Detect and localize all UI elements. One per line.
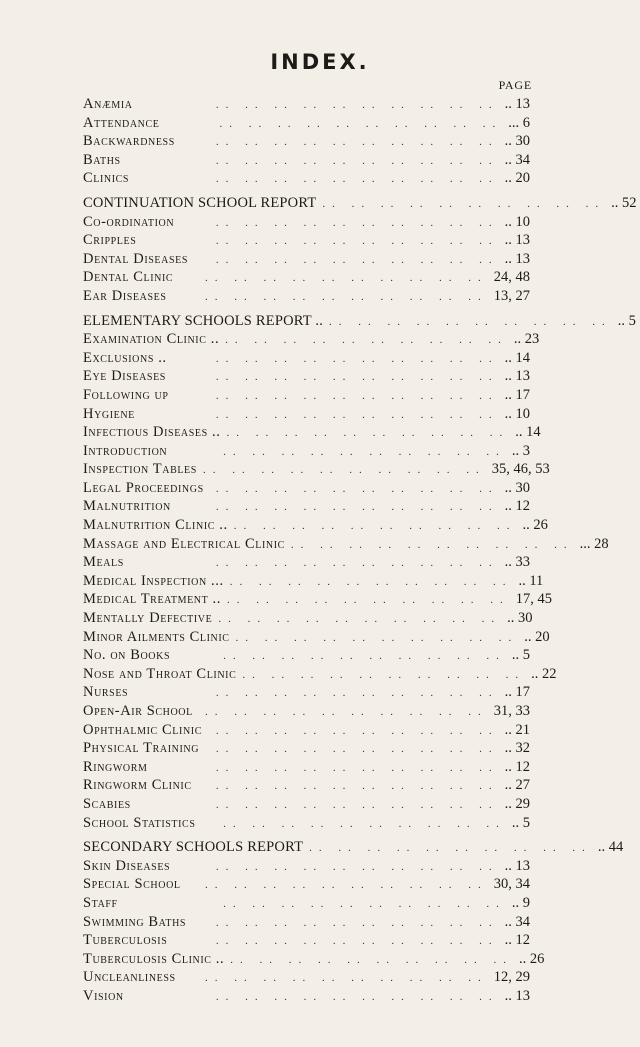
index-entry [83,114,530,133]
index-entry [83,231,530,250]
leader-dots: .. .. .. .. .. .. .. .. .. .. [215,216,499,229]
index-entry [83,497,530,516]
entry-page: .. 14 [504,349,530,366]
leader-dots: .. .. .. .. .. .. .. .. .. .. [205,272,488,285]
entry-page: .. 34 [504,913,530,930]
index-entry [83,386,530,405]
index-entry [83,553,530,572]
entry-label: Following up [83,386,169,403]
entry-label: Meals [83,554,124,571]
entry-page: .. 13 [504,987,530,1004]
entry-label: Backwardness [83,133,175,150]
entry-page: .. 30 [504,479,530,496]
entry-page: 30, 34 [493,876,530,893]
entry-page: ... 6 [508,114,530,131]
leader-dots: .. .. .. .. .. .. .. .. .. .. [215,724,499,737]
entry-page: .. 29 [504,795,530,812]
entry-page: .. 20 [524,628,550,645]
leader-dots: .. .. .. .. .. .. .. .. .. .. [226,594,510,607]
entry-page: .. 14 [515,424,541,441]
entry-page: .. 30 [507,610,533,627]
index-entry [83,665,557,684]
entry-page: .. 20 [504,170,530,187]
entry-page: .. 34 [504,151,530,168]
index-entry [83,405,530,424]
index-entry [83,151,530,170]
index-entry [83,628,550,647]
leader-dots: .. .. .. .. .. .. .. .. .. .. [219,117,503,130]
entry-page: .. 26 [518,950,545,967]
entry-label: Tuberculosis [83,932,168,949]
entry-page: 31, 33 [493,703,530,719]
entry-page: .. 13 [504,232,530,249]
entry-label: Vision [83,987,124,1004]
leader-dots: .. .. .. .. .. .. .. .. .. .. [223,445,506,458]
entry-label: Anæmia [83,96,133,112]
leader-dots: .. .. .. .. .. .. .. .. .. .. [215,798,499,811]
index-entry [83,987,530,1006]
index-entry [83,931,530,950]
entry-label: Open-Air School [83,703,193,719]
leader-dots: .. .. .. .. .. .. .. .. .. .. [215,743,499,756]
entry-label: Nose and Throat Clinic [83,665,237,682]
leader-dots: .. .. .. .. .. .. .. .. .. .. [322,197,606,210]
entry-label: Medical Inspection ... [83,572,224,589]
leader-dots: .. .. .. .. .. .. .. .. .. .. [233,520,517,533]
leader-dots: .. .. .. .. .. .. .. .. .. .. [215,371,499,384]
index-list [83,95,637,1006]
index-entry [83,758,530,777]
entry-page: .. 52 [611,194,637,211]
index-entry [83,349,530,368]
entry-page: .. 26 [522,517,548,534]
entry-page: .. 13 [504,96,530,112]
entry-label: Attendance [83,114,160,131]
leader-dots: .. .. .. .. .. .. .. .. .. .. [290,538,574,551]
index-entry [83,721,530,740]
leader-dots: .. .. .. .. .. .. .. .. .. .. [223,817,506,830]
entry-page: .. 10 [504,213,530,230]
entry-label: Ringworm Clinic [83,777,192,794]
entry-label: Dental Clinic [83,269,174,286]
entry-label: Skin Diseases [83,857,171,874]
entry-label: Examination Clinic .. [83,331,220,348]
leader-dots: .. .. .. .. .. .. .. .. .. .. [215,860,499,873]
entry-label: Baths [83,151,121,168]
entry-label: Mentally Defective [83,610,213,627]
leader-dots: .. .. .. .. .. .. .. .. .. .. [242,668,526,681]
index-entry [83,683,530,702]
entry-page: .. 9 [511,894,530,911]
entry-page: 24, 48 [493,269,530,286]
entry-label: Co-ordination [83,213,175,230]
index-entry [83,268,530,287]
index-entry [83,287,530,306]
entry-page: 17, 45 [515,591,552,608]
index-entry [83,367,530,386]
leader-dots: .. .. .. .. .. .. .. .. .. .. [215,482,499,495]
leader-dots: .. .. .. .. .. .. .. .. .. .. [215,173,499,186]
leader-dots: .. .. .. .. .. .. .. .. .. .. [215,99,499,111]
index-entry [83,739,530,758]
leader-dots: .. .. .. .. .. .. .. .. .. .. [309,842,592,855]
index-entry [83,442,530,461]
entry-label: Ringworm [83,758,148,775]
entry-page: .. 5 [617,312,636,329]
leader-dots: .. .. .. .. .. .. .. .. .. .. [215,557,499,570]
entry-page: .. 44 [597,839,624,856]
index-entry [83,646,530,665]
index-entry [83,330,540,349]
entry-label: SECONDARY SCHOOLS REPORT [83,839,304,856]
entry-page: .. 12 [504,498,530,515]
leader-dots: .. .. .. .. .. .. .. .. .. .. [229,575,513,588]
entry-label: Exclusions .. [83,349,167,366]
entry-label: CONTINUATION SCHOOL REPORT [83,194,317,211]
index-entry [83,423,541,442]
entry-label: Swimming Baths [83,913,187,930]
entry-page: .. 17 [504,684,530,701]
page-title: INDEX. [270,50,370,74]
leader-dots: .. .. .. .. .. .. .. .. .. .. [225,334,508,347]
entry-page: .. 22 [531,665,557,682]
entry-label: Minor Ailments Clinic [83,628,230,645]
entry-page: .. 10 [504,405,530,422]
leader-dots: .. .. .. .. .. .. .. .. .. .. [226,427,510,440]
entry-label: Cripples [83,232,137,249]
entry-page: .. 12 [504,758,530,775]
leader-dots: .. .. .. .. .. .. .. .. .. .. [202,464,486,477]
entry-label: School Statistics [83,814,196,831]
entry-label: Hygiene [83,405,135,422]
leader-dots: .. .. .. .. .. .. .. .. .. .. [230,953,513,966]
index-entry [83,857,530,876]
entry-label: Medical Treatment .. [83,591,221,608]
entry-page: .. 17 [504,386,530,403]
index-entry [83,875,530,894]
leader-dots: .. .. .. .. .. .. .. .. .. .. [215,761,499,774]
leader-dots: .. .. .. .. .. .. .. .. .. .. [329,315,612,328]
entry-page: .. 13 [504,368,530,385]
index-entry [83,913,530,932]
entry-label: Inspection Tables [83,461,197,478]
entry-label: Malnutrition Clinic .. [83,517,228,534]
index-entry [83,968,530,987]
entry-page: 12, 29 [493,969,530,986]
entry-page: ... 28 [579,535,609,552]
index-entry [83,516,548,535]
leader-dots: .. .. .. .. .. .. .. .. .. .. [215,990,499,1003]
entry-label: Infectious Diseases .. [83,424,221,441]
entry-page: .. 11 [518,572,544,589]
leader-dots: .. .. .. .. .. .. .. .. .. .. [215,389,499,402]
entry-page: .. 13 [504,250,530,267]
leader-dots: .. .. .. .. .. .. .. .. .. .. [218,613,502,626]
leader-dots: .. .. .. .. .. .. .. .. .. .. [215,352,499,365]
entry-label: ELEMENTARY SCHOOLS REPORT .. [83,312,324,329]
entry-page: .. 5 [511,814,530,831]
entry-label: Special School [83,876,181,893]
leader-dots: .. .. .. .. .. .. .. .. .. .. [215,687,499,700]
leader-dots: .. .. .. .. .. .. .. .. .. .. [235,631,519,644]
entry-label: Staff [83,894,118,911]
leader-dots: .. .. .. .. .. .. .. .. .. .. [205,706,488,718]
index-entry [83,572,544,591]
entry-page: .. 21 [504,721,530,738]
entry-label: Tuberculosis Clinic .. [83,950,225,967]
index-entry [83,702,530,721]
leader-dots: .. .. .. .. .. .. .. .. .. .. [215,235,499,248]
entry-page: .. 27 [504,777,530,794]
entry-label: Nurses [83,684,129,701]
index-entry [83,460,550,479]
entry-page: .. 23 [513,331,540,348]
page-column-header: PAGE [498,78,532,92]
entry-page: .. 3 [511,442,530,459]
index-entry [83,795,530,814]
entry-page: .. 32 [504,740,530,757]
entry-page: .. 5 [511,647,530,664]
entry-page: .. 30 [504,133,530,150]
entry-label: Uncleanliness [83,969,176,986]
entry-label: No. on Books [83,647,171,664]
leader-dots: .. .. .. .. .. .. .. .. .. .. [215,253,499,266]
entry-page: 35, 46, 53 [491,461,550,478]
leader-dots: .. .. .. .. .. .. .. .. .. .. [215,501,499,514]
entry-label: Physical Training [83,740,200,757]
index-entry [83,894,530,913]
leader-dots: .. .. .. .. .. .. .. .. .. .. [205,290,488,303]
entry-label: Malnutrition [83,498,171,515]
leader-dots: .. .. .. .. .. .. .. .. .. .. [215,916,499,929]
entry-label: Clinics [83,170,130,187]
entry-page: .. 13 [504,857,530,874]
entry-label: Dental Diseases [83,250,188,267]
index-entry [83,95,530,114]
index-entry [83,535,609,554]
entry-label: Ear Diseases [83,287,167,304]
entry-label: Ophthalmic Clinic [83,721,202,738]
entry-page: .. 33 [504,554,530,571]
section-heading [83,838,624,857]
entry-label: Introduction [83,442,168,459]
entry-label: Eye Diseases [83,368,166,385]
entry-label: Scabies [83,795,131,812]
entry-page: .. 12 [504,932,530,949]
leader-dots: .. .. .. .. .. .. .. .. .. .. [223,650,506,663]
index-entry [83,814,530,833]
index-entry [83,213,530,232]
leader-dots: .. .. .. .. .. .. .. .. .. .. [205,879,488,892]
section-heading [83,194,637,213]
index-entry [83,132,530,151]
entry-label: Legal Proceedings [83,479,204,496]
leader-dots: .. .. .. .. .. .. .. .. .. .. [215,780,499,793]
index-entry [83,590,552,609]
leader-dots: .. .. .. .. .. .. .. .. .. .. [215,136,499,149]
leader-dots: .. .. .. .. .. .. .. .. .. .. [215,408,499,421]
index-entry [83,250,530,269]
index-entry [83,479,530,498]
index-entry [83,169,530,188]
entry-label: Massage and Electrical Clinic [83,535,285,552]
entry-page: 13, 27 [493,287,530,304]
index-entry [83,950,545,969]
index-entry [83,609,533,628]
index-entry [83,776,530,795]
leader-dots: .. .. .. .. .. .. .. .. .. .. [215,154,499,167]
leader-dots: .. .. .. .. .. .. .. .. .. .. [215,935,499,948]
section-heading [83,312,636,331]
leader-dots: .. .. .. .. .. .. .. .. .. .. [205,972,488,985]
leader-dots: .. .. .. .. .. .. .. .. .. .. [223,897,506,910]
